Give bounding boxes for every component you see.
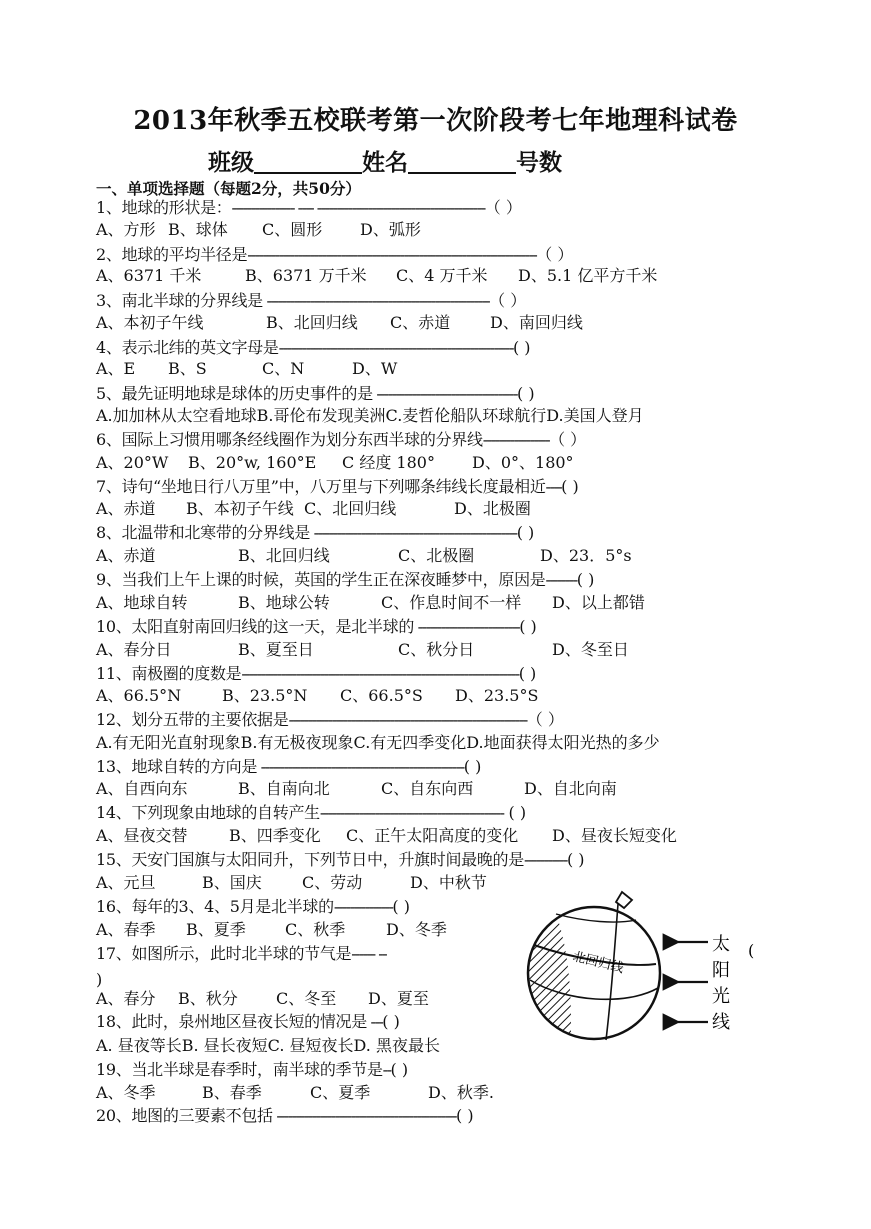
question-stem bbox=[96, 291, 526, 311]
option-d[interactable]: D、南回归线 bbox=[490, 313, 583, 332]
option-a[interactable]: A、E bbox=[96, 359, 136, 378]
answer-leader: ---- bbox=[545, 477, 562, 496]
question-stem bbox=[96, 338, 531, 358]
option-b[interactable]: B、地球公转 bbox=[238, 593, 330, 612]
option-a[interactable]: A、本初子午线 bbox=[96, 313, 204, 332]
option-b[interactable]: B、20°w, 160°E bbox=[188, 453, 317, 472]
question-text: 16、每年的3、4、5月是北半球的 bbox=[96, 897, 334, 916]
name-blank[interactable] bbox=[408, 150, 516, 174]
answer-paren[interactable]: ( ) bbox=[517, 384, 535, 403]
answer-leader: ---------------------------------------------------- bbox=[257, 757, 464, 776]
question-text: 7、诗句“坐地日行八万里”中，八万里与下列哪条纬线长度最相近 bbox=[96, 477, 546, 496]
answer-paren[interactable]: ( ) bbox=[392, 897, 410, 916]
option-b[interactable]: B、四季变化 bbox=[229, 826, 321, 845]
question-text: 1、地球的形状是： bbox=[96, 198, 232, 217]
option-a[interactable]: A、元旦 bbox=[96, 873, 156, 892]
question-text: 10、太阳直射南回归线的这一天，是北半球的 bbox=[96, 617, 415, 636]
option-a[interactable]: A、地球自转 bbox=[96, 593, 188, 612]
question-stem bbox=[96, 757, 481, 777]
question-text: 6、国际上习惯用哪条经线圈作为划分东西半球的分界线 bbox=[96, 430, 483, 449]
question-text: 13、地球自转的方向是 bbox=[96, 757, 258, 776]
name-label: 姓名 bbox=[362, 149, 408, 176]
question-stem bbox=[96, 803, 526, 823]
option-c[interactable]: C、4 万千米 bbox=[396, 266, 488, 285]
option-a[interactable]: A.有无阳光直射现象 bbox=[96, 733, 241, 752]
option-d[interactable]: D、北极圈 bbox=[454, 499, 531, 518]
answer-paren[interactable]: ( ) bbox=[456, 1106, 474, 1125]
option-b[interactable]: B、夏至日 bbox=[238, 640, 314, 659]
option-c[interactable]: C、秋分日 bbox=[398, 640, 475, 659]
option-a[interactable]: A、昼夜交替 bbox=[96, 826, 188, 845]
option-c[interactable]: C、冬至 bbox=[276, 989, 337, 1008]
question-stem bbox=[96, 1060, 408, 1080]
option-a[interactable]: A、6371 千米 bbox=[96, 266, 202, 285]
answer-leader: ------ -- bbox=[351, 944, 387, 963]
number-label: 号数 bbox=[516, 149, 562, 176]
option-c[interactable]: C、北极圈 bbox=[398, 546, 475, 565]
question-text: 11、南极圈的度数是 bbox=[96, 664, 242, 683]
option-b[interactable]: B. 昼长夜短 bbox=[181, 1036, 268, 1055]
option-b[interactable]: B、国庆 bbox=[202, 873, 262, 892]
option-c[interactable]: C、秋季 bbox=[285, 920, 346, 939]
question-stem bbox=[96, 570, 594, 590]
answer-paren[interactable]: （ ） bbox=[549, 430, 587, 449]
answer-paren[interactable]: ( ) bbox=[463, 757, 482, 776]
option-c[interactable]: C.有无四季变化 bbox=[353, 733, 467, 752]
answer-leader: ---------------------------------------------- bbox=[272, 1106, 457, 1125]
answer-leader: ----------- bbox=[523, 850, 567, 869]
question-text: 3、南北半球的分界线是 bbox=[96, 291, 263, 310]
option-b[interactable]: B、本初子午线 bbox=[186, 499, 294, 518]
option-d[interactable]: D、以上都错 bbox=[552, 593, 645, 612]
option-row bbox=[96, 733, 660, 753]
option-c[interactable]: C. 昼短夜长 bbox=[267, 1036, 354, 1055]
option-c[interactable]: C、66.5°S bbox=[340, 686, 423, 705]
option-c[interactable]: C、作息时间不一样 bbox=[381, 593, 522, 612]
tropic-label: 北回归线 bbox=[571, 949, 626, 977]
answer-leader: ---------------------------------------------------- bbox=[309, 523, 517, 542]
option-b[interactable]: B、6371 万千米 bbox=[245, 266, 367, 285]
question-stem bbox=[96, 245, 573, 265]
option-b[interactable]: B、夏季 bbox=[186, 920, 246, 939]
question-text: 14、下列现象由地球的自转产生 bbox=[96, 803, 320, 822]
option-a[interactable]: A、66.5°N bbox=[96, 686, 182, 705]
option-b[interactable]: B.哥伦布发现美洲 bbox=[256, 406, 386, 425]
sunlight-arrows bbox=[678, 942, 708, 1022]
question-text: 12、划分五带的主要依据是 bbox=[96, 710, 289, 729]
sun-char: 阳 bbox=[712, 960, 730, 981]
answer-leader: ------------------------------------ bbox=[372, 384, 517, 403]
option-d[interactable]: D、自北向南 bbox=[524, 779, 617, 798]
class-blank[interactable] bbox=[254, 150, 362, 174]
question-stem bbox=[96, 198, 522, 218]
option-c[interactable]: C、劳动 bbox=[302, 873, 363, 892]
option-d[interactable]: D.地面获得太阳光热的多少 bbox=[466, 733, 660, 752]
option-a[interactable]: A、冬季 bbox=[96, 1083, 156, 1102]
question-stem bbox=[96, 384, 535, 404]
class-label: 班级 bbox=[208, 149, 254, 176]
option-d[interactable]: D、冬季 bbox=[386, 920, 447, 939]
sun-char: 太 bbox=[712, 934, 730, 955]
option-a[interactable]: A、春季 bbox=[96, 920, 156, 939]
option-row bbox=[96, 1036, 440, 1056]
question-stem bbox=[96, 897, 410, 917]
question-stem bbox=[96, 617, 537, 637]
answer-paren[interactable]: ( ) bbox=[576, 570, 595, 589]
answer-leader: ------------------------------------------------------------ bbox=[278, 338, 513, 357]
question-stem bbox=[96, 1012, 400, 1032]
question-text: 15、天安门国旗与太阳同升，下列节日中，升旗时间最晚的是 bbox=[96, 850, 524, 869]
answer-leader: --------------------------------------------------------- bbox=[262, 291, 490, 310]
answer-leader: ---------------- ---- ------------------------------------------- bbox=[231, 198, 485, 217]
option-d[interactable]: D、夏至 bbox=[368, 989, 429, 1008]
answer-leader: -------------------------- bbox=[414, 617, 520, 636]
option-a[interactable]: A、方形 bbox=[96, 220, 156, 239]
student-info-line bbox=[208, 144, 562, 177]
question-stem bbox=[96, 430, 586, 450]
option-b[interactable]: B、23.5°N bbox=[222, 686, 308, 705]
question-text: 8、北温带和北寒带的分界线是 bbox=[96, 523, 310, 542]
option-a[interactable]: A、赤道 bbox=[96, 546, 156, 565]
answer-paren[interactable]: ( ) bbox=[518, 664, 537, 683]
option-c[interactable]: C、北回归线 bbox=[304, 499, 397, 518]
option-a[interactable]: A、春分日 bbox=[96, 640, 172, 659]
stray-paren: ( bbox=[748, 941, 755, 960]
question-text: 17、如图所示，此时北半球的节气是 bbox=[96, 944, 352, 963]
question-stem bbox=[96, 944, 386, 990]
answer-paren[interactable]: ( ) bbox=[519, 617, 537, 636]
option-d[interactable]: D、0°、180° bbox=[472, 453, 574, 472]
option-b[interactable]: B、北回归线 bbox=[266, 313, 358, 332]
answer-leader: --- bbox=[366, 1012, 383, 1031]
option-c[interactable]: C 经度 180° bbox=[342, 453, 435, 472]
question-text: 2、地球的平均半径是 bbox=[96, 245, 248, 264]
option-a[interactable]: A、春分 bbox=[96, 989, 156, 1008]
answer-leader: ----------------- bbox=[482, 430, 550, 449]
option-d[interactable]: D、中秋节 bbox=[410, 873, 487, 892]
option-b[interactable]: B、S bbox=[168, 359, 207, 378]
option-row bbox=[96, 406, 644, 426]
question-stem bbox=[96, 523, 534, 543]
option-a[interactable]: A、自西向东 bbox=[96, 779, 188, 798]
option-d[interactable]: D、冬至日 bbox=[552, 640, 629, 659]
question-text: 5、最先证明地球是球体的历史事件的是 bbox=[96, 384, 373, 403]
answer-leader: -- bbox=[382, 1060, 391, 1079]
answer-leader: ------------------------------------------------------------- bbox=[288, 710, 527, 729]
answer-leader: ----------------------------------------------------------------------- bbox=[241, 664, 519, 683]
question-text: 20、地图的三要素不包括 bbox=[96, 1106, 273, 1125]
sun-char: 光 bbox=[712, 986, 730, 1007]
globe bbox=[516, 890, 660, 1060]
option-b[interactable]: B.有无极夜现象 bbox=[240, 733, 354, 752]
exam-title: 2013年秋季五校联考第一次阶段考七年地理科试卷 bbox=[133, 106, 738, 136]
option-d[interactable]: D、23.5°S bbox=[455, 686, 539, 705]
option-d[interactable]: D. 黑夜最长 bbox=[353, 1036, 440, 1055]
option-c[interactable]: C、夏季 bbox=[310, 1083, 371, 1102]
option-d[interactable]: D、W bbox=[352, 359, 398, 378]
option-d[interactable]: D、弧形 bbox=[360, 220, 421, 239]
answer-leader: --------------- bbox=[333, 897, 393, 916]
question-stem bbox=[96, 664, 536, 684]
question-text: 18、此时，泉州地区昼夜长短的情况是 bbox=[96, 1012, 367, 1031]
section-heading: 一、单项选择题（每题2分，共50分） bbox=[96, 179, 361, 198]
answer-paren[interactable]: （ ） bbox=[489, 291, 527, 310]
answer-paren[interactable]: ( ) bbox=[382, 1012, 400, 1031]
option-d[interactable]: D.美国人登月 bbox=[546, 406, 644, 425]
question-stem bbox=[96, 1106, 474, 1126]
answer-paren[interactable]: ( ) bbox=[512, 338, 531, 357]
option-c[interactable]: C、正午太阳高度的变化 bbox=[346, 826, 519, 845]
question-stem bbox=[96, 477, 579, 497]
answer-paren[interactable]: ) bbox=[96, 970, 103, 989]
sun-char: 线 bbox=[712, 1012, 730, 1033]
option-b[interactable]: B、北回归线 bbox=[238, 546, 330, 565]
option-c[interactable]: C、赤道 bbox=[390, 313, 451, 332]
option-a[interactable]: A、20°W bbox=[96, 453, 169, 472]
question-stem bbox=[96, 710, 564, 730]
option-b[interactable]: B、春季 bbox=[202, 1083, 262, 1102]
question-stem bbox=[96, 850, 585, 870]
option-a[interactable]: A. 昼夜等长 bbox=[96, 1036, 182, 1055]
option-a[interactable]: A.加加林从太空看地球 bbox=[96, 406, 257, 425]
option-d[interactable]: D、秋季. bbox=[428, 1083, 494, 1102]
option-a[interactable]: A、赤道 bbox=[96, 499, 156, 518]
answer-paren[interactable]: （ ） bbox=[484, 198, 522, 217]
option-c[interactable]: C、N bbox=[262, 359, 305, 378]
option-b[interactable]: B、自南向北 bbox=[238, 779, 330, 798]
answer-paren[interactable]: ( ) bbox=[561, 477, 579, 496]
option-c[interactable]: C、自东向西 bbox=[381, 779, 474, 798]
option-d[interactable]: D、5.1 亿平方千米 bbox=[518, 266, 658, 285]
answer-paren[interactable]: ( ) bbox=[503, 803, 527, 822]
option-c[interactable]: C.麦哲伦船队环球航行 bbox=[385, 406, 547, 425]
question-text: 4、表示北纬的英文字母是 bbox=[96, 338, 279, 357]
question-text: 9、当我们上午上课的时候，英国的学生正在深夜睡梦中，原因是 bbox=[96, 570, 546, 589]
option-d[interactable]: D、23．5°s bbox=[540, 546, 632, 565]
answer-paren[interactable]: ( ) bbox=[390, 1060, 409, 1079]
option-d[interactable]: D、昼夜长短变化 bbox=[552, 826, 677, 845]
answer-leader: ----------------------------------------------- bbox=[319, 803, 504, 822]
earth-diagram bbox=[516, 890, 766, 1060]
option-b[interactable]: B、球体 bbox=[168, 220, 228, 239]
answer-paren[interactable]: ( ) bbox=[516, 523, 535, 542]
sunlight-label bbox=[712, 934, 730, 1033]
answer-leader: -------------------------------------------------------------------------- bbox=[247, 245, 537, 264]
answer-paren[interactable]: ( ) bbox=[566, 850, 585, 869]
answer-paren[interactable]: （ ） bbox=[526, 710, 564, 729]
question-text: 19、当北半球是春季时，南半球的季节是 bbox=[96, 1060, 383, 1079]
option-c[interactable]: C、圆形 bbox=[262, 220, 323, 239]
answer-leader: -------- bbox=[545, 570, 577, 589]
answer-paren[interactable]: （ ） bbox=[536, 245, 574, 264]
option-b[interactable]: B、秋分 bbox=[178, 989, 238, 1008]
